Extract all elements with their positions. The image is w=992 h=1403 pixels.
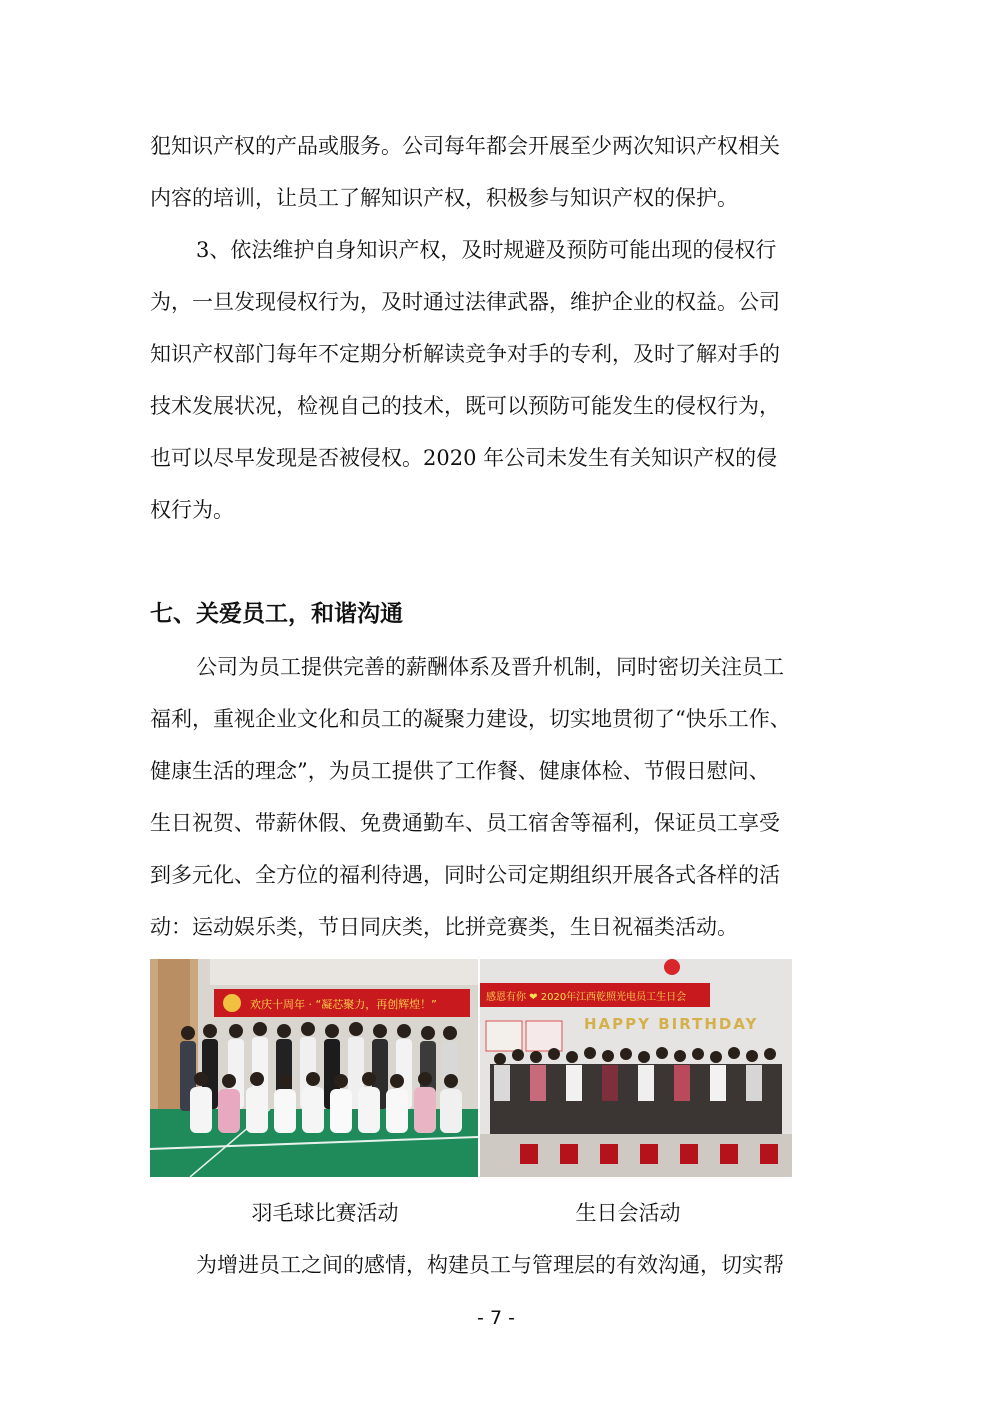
text-line: 为，一旦发现侵权行为，及时通过法律武器，维护企业的权益。公司 — [150, 290, 780, 314]
text-line: 生日祝贺、带薪休假、免费通勤车、员工宿舍等福利，保证员工享受 — [150, 811, 780, 835]
text-line: 知识产权部门每年不定期分析解读竞争对手的专利，及时了解对手的 — [150, 342, 780, 366]
badminton-activity-photo — [150, 959, 478, 1177]
text-line: 技术发展状况，检视自己的技术，既可以预防可能发生的侵权行为， — [150, 394, 780, 418]
text-line: 3、依法维护自身知识产权，及时规避及预防可能出现的侵权行 — [196, 238, 777, 262]
text-line: 权行为。 — [150, 498, 234, 522]
paragraph-ip-training — [150, 120, 842, 224]
paragraph-ip-protection — [150, 224, 842, 536]
text-line: 犯知识产权的产品或服务。公司每年都会开展至少两次知识产权相关 — [150, 134, 780, 158]
paragraph-communication — [150, 1239, 842, 1291]
text-line: 为增进员工之间的感情，构建员工与管理层的有效沟通，切实帮 — [196, 1253, 784, 1277]
paragraph-employee-care — [150, 641, 842, 953]
happy-birthday-sign: HAPPY BIRTHDAY — [584, 1015, 759, 1033]
text-line: 动：运动娱乐类，节日同庆类，比拼竞赛类，生日祝福类活动。 — [150, 915, 738, 939]
badminton-photo-caption: 羽毛球比赛活动 — [251, 1201, 399, 1225]
text-line: 福利，重视企业文化和员工的凝聚力建设，切实地贯彻了“快乐工作、 — [150, 707, 791, 731]
birthday-activity-photo — [480, 959, 792, 1177]
page-number: - 7 - — [477, 1307, 515, 1329]
text-line: 内容的培训，让员工了解知识产权，积极参与知识产权的保护。 — [150, 186, 738, 210]
text-line: 到多元化、全方位的福利待遇，同时公司定期组织开展各式各样的活 — [150, 863, 780, 887]
text-line: 公司为员工提供完善的薪酬体系及晋升机制，同时密切关注员工 — [196, 655, 784, 679]
badminton-banner-text: 欢庆十周年 · “凝芯聚力，再创辉煌！” — [250, 998, 437, 1011]
section-heading: 七、关爱员工，和谐沟通 — [150, 601, 403, 627]
text-line: 健康生活的理念”，为员工提供了工作餐、健康体检、节假日慰问、 — [150, 759, 770, 783]
birthday-photo-caption: 生日会活动 — [575, 1201, 681, 1225]
text-line: 也可以尽早发现是否被侵权。2020 年公司未发生有关知识产权的侵 — [150, 446, 778, 470]
birthday-banner-text: 感恩有你 ❤ 2020年江西乾照光电员工生日会 — [486, 992, 687, 1003]
